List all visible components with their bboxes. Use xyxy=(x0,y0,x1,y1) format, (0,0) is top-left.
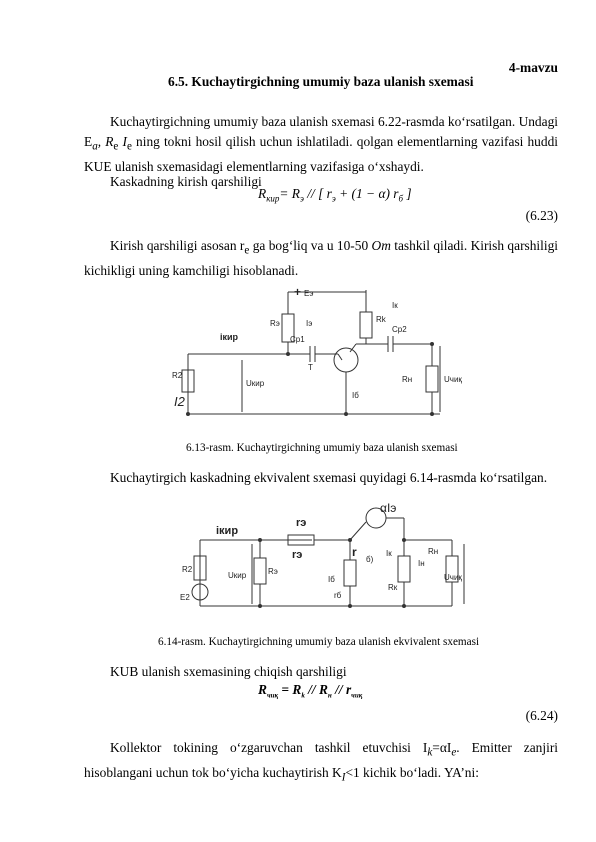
fig13-re-label: Rэ xyxy=(270,319,280,328)
fig14-re-label: Rэ xyxy=(268,567,278,576)
fig14-rk-label: Rк xyxy=(388,583,398,592)
paragraph-3: Kirish qarshiligi asosan $r_e$ ga bog‘liq va u 10-50 Om tashkil qiladi. Kirish qarshiligi kichikligi uning kamchiligi hisoblanadi. xyxy=(84,238,559,279)
fig14-in-label: Iн xyxy=(418,559,425,568)
fig14-re-bottom-label: rэ xyxy=(292,549,303,561)
fig14-ib-label: Iб xyxy=(328,575,335,584)
fig13-t-label: Т xyxy=(308,363,313,372)
equation-number-6-23: (6.23) xyxy=(525,208,558,223)
fig13-ukir-label: Uкир xyxy=(246,379,265,388)
fig13-ib-label: Iб xyxy=(352,391,359,400)
figure-6-14-circuit xyxy=(162,500,472,612)
section-title: 6.5. Kuchaytirgichning umumiy baza ulanish sxemasi xyxy=(168,74,474,89)
paragraph-5: KUB ulanish sxemasining chiqish qarshiligi xyxy=(110,664,347,679)
paragraph-6: Kollektor tokining o‘zgaruvchan tashkil etuvchisi $I_k=\alpha I_e$. Emitter zanjiri hisoblangani uchun tok bo‘yicha kuchaytirish $K_I<1$ kichik bo‘ladi. YA’ni: xyxy=(84,740,558,784)
fig14-rb-label: rб xyxy=(334,591,342,600)
figure-6-13-circuit xyxy=(170,282,470,432)
paragraph-2: Kaskadning kirish qarshiligi xyxy=(110,174,262,189)
fig13-ee-label: Eэ xyxy=(304,289,314,298)
fig13-cp1-label: Ср1 xyxy=(290,335,305,344)
paragraph-4: Kuchaytirgich kaskadning ekvivalent sxemasi quyidagi 6.14-rasmda ko‘rsatilgan. xyxy=(110,470,548,485)
fig13-plus-label: + xyxy=(294,285,302,299)
equation-6-24: $R_{чиқ} = R_k // R_н // r_{чиқ}$ xyxy=(258,682,363,700)
topic-label: 4-mavzu xyxy=(508,60,558,75)
fig14-rb-bold-label: r xyxy=(352,545,357,559)
paragraph-1: Kuchaytirgichning umumiy baza ulanish sxemasi 6.22-rasmda ko‘rsatilgan. Undagi $E_a$, $R_e$ $I_e$ ning tokni hosil qilish uchun ishlatiladi. qolgan elementlarning vazifasi huddi KUE ulanish sxemasidagi elementlarning vazifasiga o‘xshaydi. xyxy=(84,114,558,174)
fig14-uchiq-label: Uчиқ xyxy=(444,573,462,582)
fig14-re-top-label: rэ xyxy=(296,517,307,529)
fig13-ie-label: Iэ xyxy=(306,319,313,328)
fig13-rn-label: Rн xyxy=(402,375,413,384)
fig13-r2-label: R2 xyxy=(172,371,183,380)
fig13-ikir-label: iкир xyxy=(220,332,239,342)
fig14-r2-label: R2 xyxy=(182,565,193,574)
figure-6-13-caption: 6.13-rasm. Kuchaytirgichning umumiy baza ulanish sxemasi xyxy=(186,442,458,454)
figure-6-14-caption: 6.14-rasm. Kuchaytirgichning umumiy baza ulanish ekvivalent sxemasi xyxy=(158,636,480,648)
fig14-rb-sub-label: б) xyxy=(366,555,374,564)
fig13-rk-label: Rk xyxy=(376,315,386,324)
fig13-ik-label: Iк xyxy=(392,301,398,310)
equation-number-6-24: (6.24) xyxy=(525,708,558,723)
fig14-ik-label: Iк xyxy=(386,549,392,558)
fig14-ikir-label: iкир xyxy=(216,525,239,537)
fig14-e2-label: E2 xyxy=(180,593,190,602)
equation-6-23: $R_{кир}= R_э$ // [ $r_э + (1 - \alpha)$ $r_б$ ] xyxy=(258,186,412,204)
fig13-uchiq-label: Uчиқ xyxy=(444,375,462,384)
fig14-alpha-ie-label: αIэ xyxy=(380,501,397,515)
fig14-ukir-label: Uкир xyxy=(228,571,247,580)
fig14-rn-label: Rн xyxy=(428,547,439,556)
fig13-cp2-label: Ср2 xyxy=(392,325,407,334)
fig13-i2-label: I2 xyxy=(174,394,185,409)
